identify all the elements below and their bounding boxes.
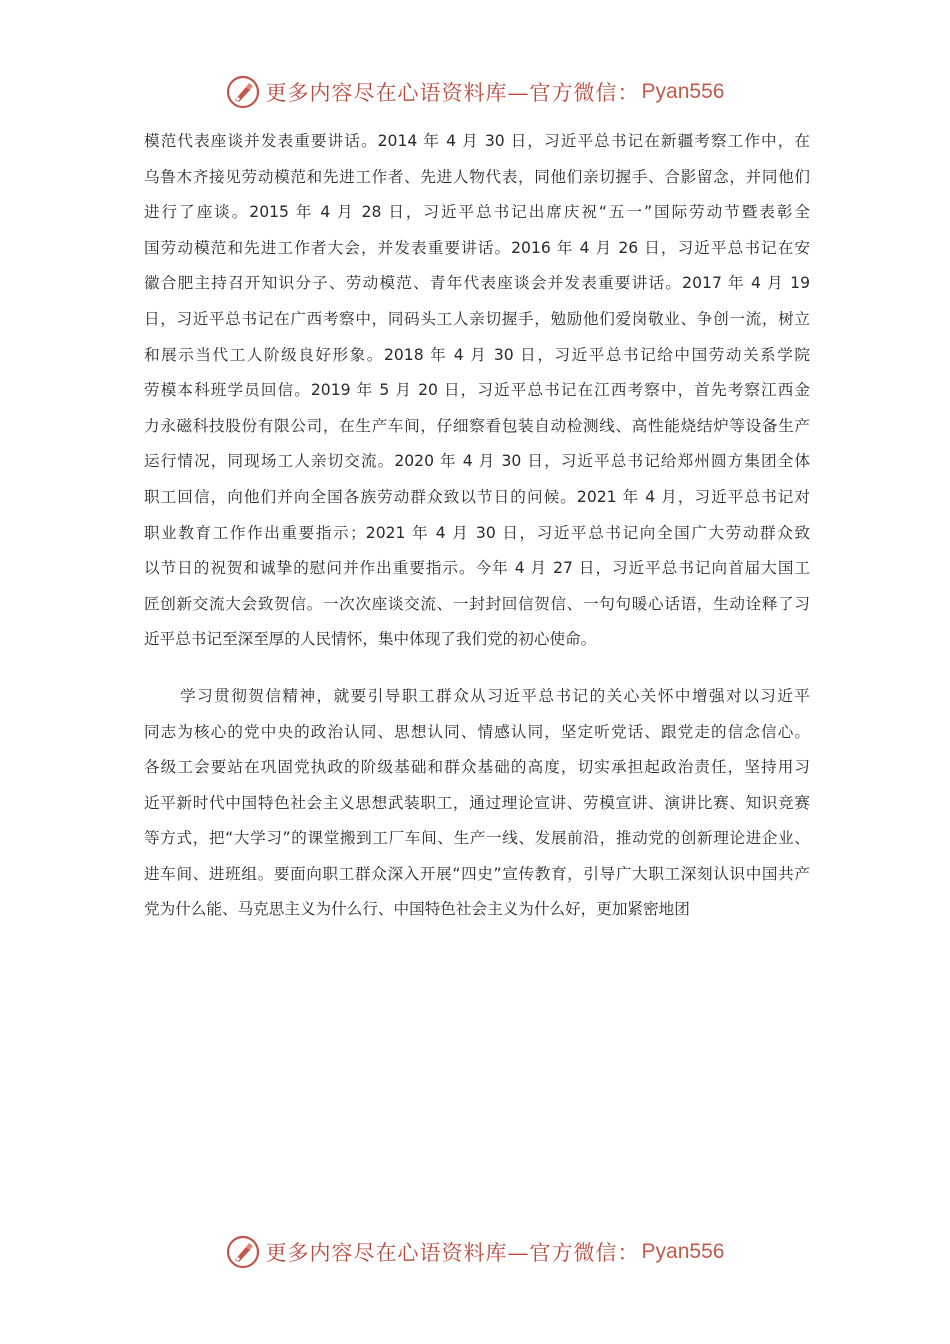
text-line: 近平总书记至深至厚的人民情怀，集中体现了我们党的初心使命。: [144, 630, 597, 649]
paragraph-2: [144, 679, 810, 928]
paragraph-gap: [144, 658, 810, 679]
document-body: [144, 124, 810, 928]
text-line: 劳模本科班学员回信。2019 年 5 月 20 日，习近平总书记在江西考察中，首先考察江西金: [144, 381, 810, 400]
text-line: 匠创新交流大会致贺信。一次次座谈交流、一封封回信贺信、一句句暖心话语，生动诠释了习: [144, 594, 810, 613]
text-line: 职业教育工作作出重要指示；2021 年 4 月 30 日，习近平总书记向全国广大劳动群众致: [144, 523, 810, 542]
text-line: 等方式，把“大学习”的课堂搬到工厂车间、生产一线、发展前沿，推动党的创新理论进企业、: [144, 829, 810, 848]
text-line: 日，习近平总书记在广西考察中，同码头工人亲切握手，勉励他们爱岗敬业、争创一流，树立: [144, 309, 810, 328]
text-line: 学习贯彻贺信精神，就要引导职工群众从习近平总书记的关心关怀中增强对以习近平: [180, 686, 810, 705]
text-line: 各级工会要站在巩固党执政的阶级基础和群众基础的高度，切实承担起政治责任，坚持用习: [144, 758, 810, 777]
header-banner-handle: Pyan556: [641, 80, 725, 103]
pen-nib-logo-icon: [226, 1235, 260, 1269]
text-line: 模范代表座谈并发表重要讲话。2014 年 4 月 30 日，习近平总书记在新疆考察工作中，在: [144, 132, 810, 150]
footer-watermark-banner: [0, 1232, 950, 1272]
footer-banner-handle: Pyan556: [641, 1240, 725, 1263]
text-line: 和展示当代工人阶级良好形象。2018 年 4 月 30 日，习近平总书记给中国劳动关系学院: [144, 345, 810, 364]
pen-nib-logo-icon: [226, 75, 260, 109]
text-line: 近平新时代中国特色社会主义思想武装职工，通过理论宣讲、劳模宣讲、演讲比赛、知识竞赛: [144, 793, 810, 812]
footer-banner-text: 更多内容尽在心语资料库—官方微信：: [265, 1241, 640, 1265]
text-line: 以节日的祝贺和诚挚的慰问并作出重要指示。今年 4 月 27 日，习近平总书记向首届大国工: [144, 559, 810, 578]
text-line: 徽合肥主持召开知识分子、劳动模范、青年代表座谈会并发表重要讲话。2017 年 4 月 19: [144, 274, 810, 293]
text-line: 党为什么能、马克思主义为什么行、中国特色社会主义为什么好，更加紧密地团: [144, 900, 690, 919]
header-banner-text: 更多内容尽在心语资料库—官方微信：: [265, 81, 640, 105]
text-line: 乌鲁木齐接见劳动模范和先进工作者、先进人物代表，同他们亲切握手、合影留念，并同他们: [144, 167, 810, 186]
text-line: 力永磁科技股份有限公司，在生产车间，仔细察看包装自动检测线、高性能烧结炉等设备生产: [144, 416, 810, 435]
text-line: 进车间、进班组。要面向职工群众深入开展“四史”宣传教育，引导广大职工深刻认识中国共产: [144, 864, 810, 883]
text-line: 职工回信，向他们并向全国各族劳动群众致以节日的问候。2021 年 4 月，习近平总书记对: [144, 487, 810, 506]
header-watermark-banner: [0, 72, 950, 112]
text-line: 进行了座谈。2015 年 4 月 28 日，习近平总书记出席庆祝“五一”国际劳动节暨表彰全: [144, 203, 810, 222]
text-line: 运行情况，同现场工人亲切交流。2020 年 4 月 30 日，习近平总书记给郑州圆方集团全体: [144, 452, 810, 471]
text-line: 同志为核心的党中央的政治认同、思想认同、情感认同，坚定听党话、跟党走的信念信心。: [144, 722, 810, 741]
text-line: 国劳动模范和先进工作者大会，并发表重要讲话。2016 年 4 月 26 日，习近平总书记在安: [144, 238, 810, 257]
paragraph-1: [144, 124, 810, 658]
